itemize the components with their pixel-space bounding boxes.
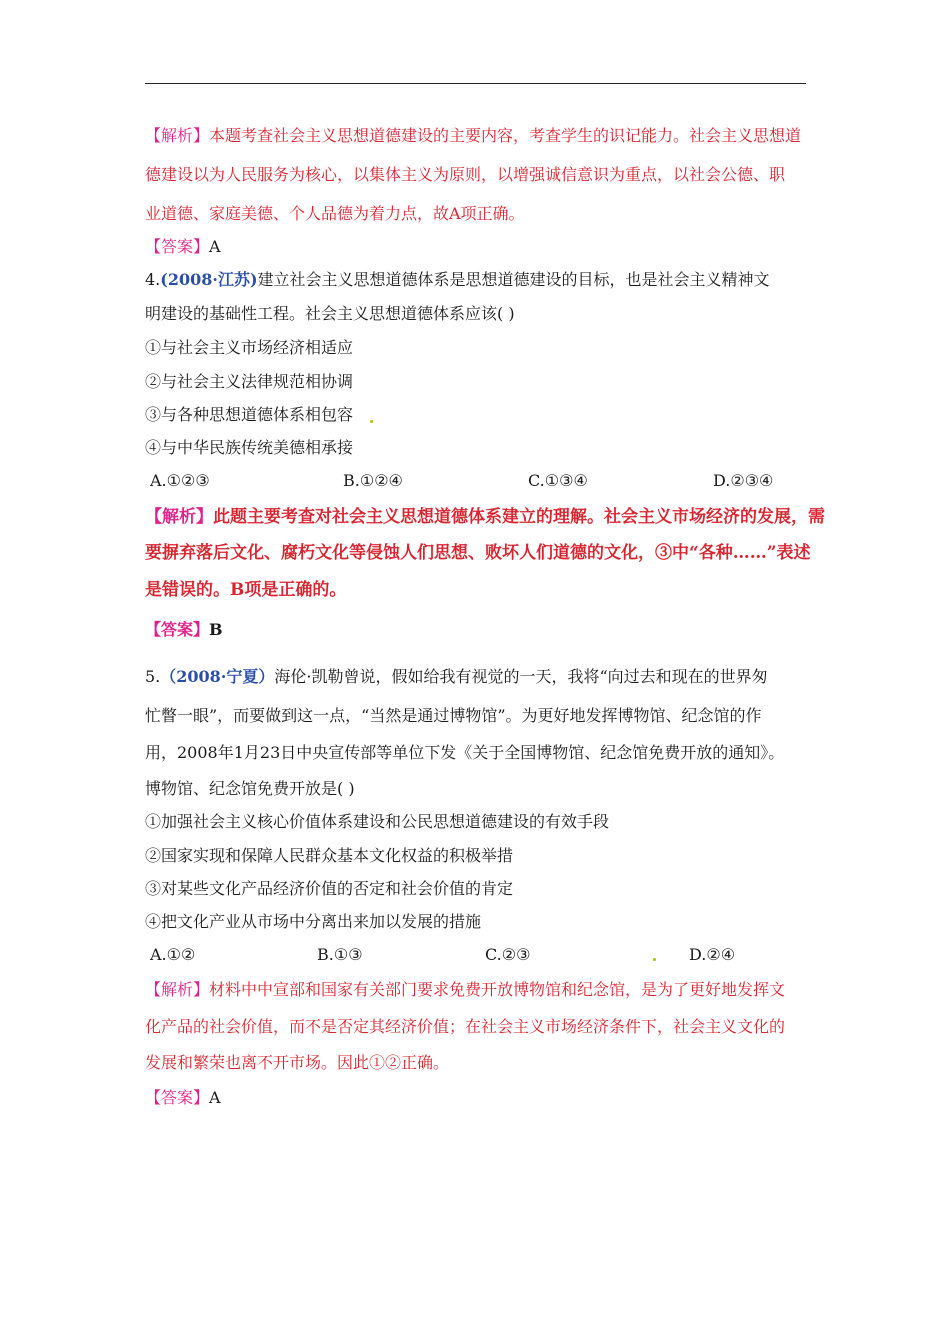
q5-option-b: B.①③: [317, 945, 363, 964]
q4-analysis-line-2: 要摒弃落后文化、腐朽文化等侵蚀人们思想、败坏人们道德的文化，③中“各种……”表述: [145, 543, 811, 563]
header-rule: [145, 83, 806, 84]
q4-item-3: ③与各种思想道德体系相包容: [145, 405, 354, 424]
q3-analysis-line-2: 德建设以为人民服务为核心，以集体主义为原则，以增强诚信意识为重点，以社会公德、职: [145, 165, 786, 184]
q5-item-3: ③对某些文化产品经济价值的否定和社会价值的肯定: [145, 879, 514, 898]
q3-analysis-line-1: 【解析】本题考查社会主义思想道德建设的主要内容，考查学生的识记能力。社会主义思想道: [145, 126, 802, 145]
q5-stem-line-3: 用，2008年1月23日中央宣传部等单位下发《关于全国博物馆、纪念馆免费开放的通知》。: [145, 743, 785, 762]
q5-stem-line-1: 5.（2008·宁夏）海伦·凯勒曾说，假如给我有视觉的一天，我将“向过去和现在的世界匆: [145, 667, 768, 686]
q4-item-4: ④与中华民族传统美德相承接: [145, 438, 354, 457]
q5-stem-line-4: 博物馆、纪念馆免费开放是( ): [145, 779, 355, 798]
q4-stem-line-1: 4.(2008·江苏)建立社会主义思想道德体系是思想道德建设的目标，也是社会主义精神文: [145, 270, 770, 289]
q5-option-a: A.①②: [150, 945, 196, 964]
q5-answer: 【答案】A: [145, 1088, 221, 1107]
q5-analysis-line-2: 化产品的社会价值，而不是否定其经济价值；在社会主义市场经济条件下，社会主义文化的: [145, 1017, 786, 1036]
q5-item-1: ①加强社会主义核心价值体系建设和公民思想道德建设的有效手段: [145, 812, 610, 831]
q3-analysis-tag: 【解析】: [145, 126, 210, 145]
q5-item-4: ④把文化产业从市场中分离出来加以发展的措施: [145, 912, 482, 931]
q5-option-d: D.②④: [689, 945, 736, 964]
q3-analysis-line-3: 业道德、家庭美德、个人品德为着力点，故A项正确。: [145, 204, 525, 223]
q5-analysis-tag: 【解析】: [145, 980, 210, 999]
q4-analysis-line-1: 【解析】此题主要考查对社会主义思想道德体系建立的理解。社会主义市场经济的发展，需: [145, 507, 825, 527]
q4-stem-line-2: 明建设的基础性工程。社会主义思想道德体系应该( ): [145, 304, 515, 323]
q4-source: (2008·江苏): [160, 270, 258, 289]
q5-item-2: ②国家实现和保障人民群众基本文化权益的积极举措: [145, 846, 514, 865]
q4-option-b: B.①②④: [343, 471, 403, 490]
q4-analysis-tag: 【解析】: [145, 507, 213, 527]
q5-source: （2008·宁夏）: [160, 667, 275, 686]
scan-speck: [370, 420, 373, 423]
q3-answer: 【答案】A: [145, 237, 221, 256]
q4-option-d: D.②③④: [713, 471, 774, 490]
scan-speck: [653, 958, 656, 961]
q4-analysis-line-3: 是错误的。B项是正确的。: [145, 580, 347, 600]
q4-item-1: ①与社会主义市场经济相适应: [145, 338, 354, 357]
q4-answer: 【答案】B: [145, 620, 223, 639]
q4-item-2: ②与社会主义法律规范相协调: [145, 372, 354, 391]
q4-answer-tag: 【答案】: [145, 620, 210, 639]
q5-analysis-line-3: 发展和繁荣也离不开市场。因此①②正确。: [145, 1053, 450, 1072]
q5-option-c: C.②③: [485, 945, 531, 964]
q5-analysis-line-1: 【解析】材料中中宣部和国家有关部门要求免费开放博物馆和纪念馆，是为了更好地发挥文: [145, 980, 786, 999]
q5-answer-tag: 【答案】: [145, 1088, 210, 1107]
q4-option-c: C.①③④: [528, 471, 588, 490]
q5-stem-line-2: 忙瞥一眼”，而要做到这一点，“当然是通过博物馆”。为更好地发挥博物馆、纪念馆的作: [145, 706, 762, 725]
q3-answer-tag: 【答案】: [145, 237, 210, 256]
q4-option-a: A.①②③: [150, 471, 210, 490]
